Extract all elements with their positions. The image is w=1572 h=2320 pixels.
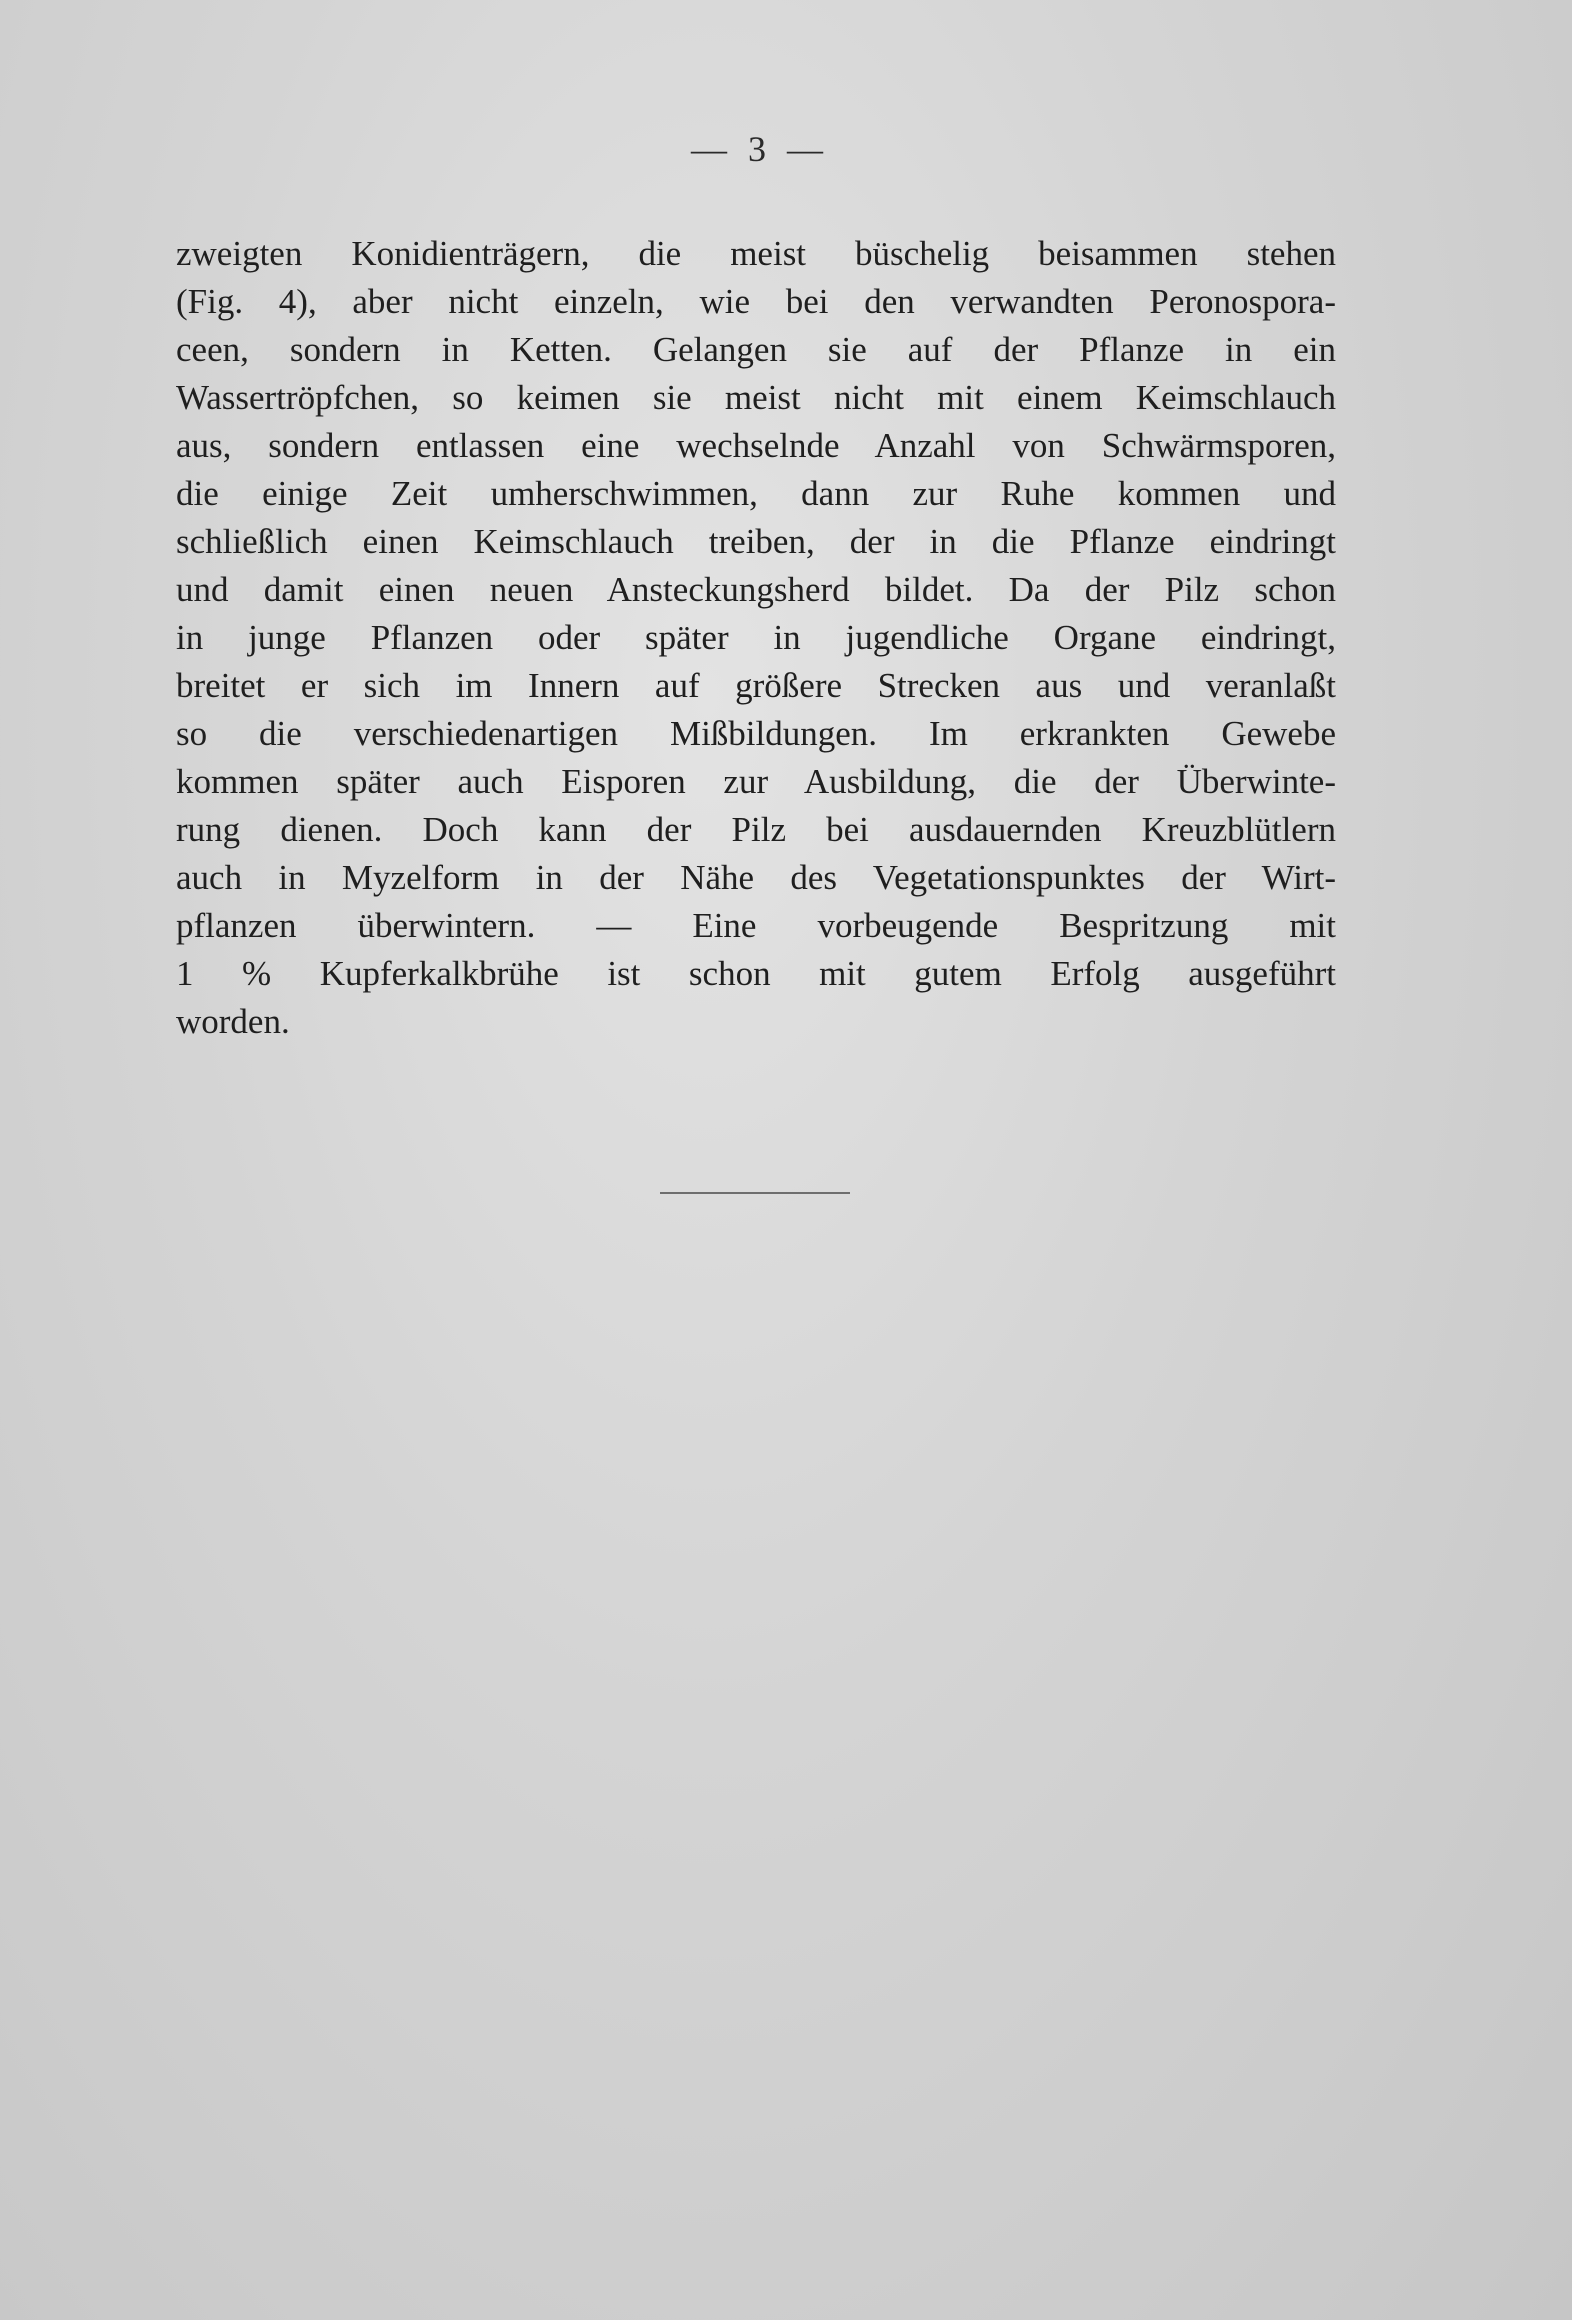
- text-line: auch in Myzelform in der Nähe des Vegetationspunktes der Wirt-: [176, 858, 1336, 897]
- text-line: (Fig. 4), aber nicht einzeln, wie bei den verwandten Peronospora-: [176, 282, 1336, 321]
- text-line: zweigten Konidienträgern, die meist büschelig beisammen stehen: [176, 234, 1336, 273]
- text-line: kommen später auch Eisporen zur Ausbildung, die der Überwinte-: [176, 762, 1336, 801]
- text-line: pflanzen überwintern. — Eine vorbeugende Bespritzung mit: [176, 906, 1336, 945]
- text-line: 1 % Kupferkalkbrühe ist schon mit gutem Erfolg ausgeführt: [176, 954, 1336, 993]
- text-line: und damit einen neuen Ansteckungsherd bildet. Da der Pilz schon: [176, 570, 1336, 609]
- section-end-rule: [660, 1192, 850, 1194]
- text-line: aus, sondern entlassen eine wechselnde Anzahl von Schwärmsporen,: [176, 426, 1336, 465]
- text-line: die einige Zeit umherschwimmen, dann zur Ruhe kommen und: [176, 474, 1336, 513]
- text-line: Wassertröpfchen, so keimen sie meist nicht mit einem Keimschlauch: [176, 378, 1336, 417]
- text-line: rung dienen. Doch kann der Pilz bei ausdauernden Kreuzblütlern: [176, 810, 1336, 849]
- text-line: schließlich einen Keimschlauch treiben, der in die Pflanze eindringt: [176, 522, 1336, 561]
- text-line: so die verschiedenartigen Mißbildungen. Im erkrankten Gewebe: [176, 714, 1336, 753]
- text-line: worden.: [176, 1002, 290, 1041]
- text-line: ceen, sondern in Ketten. Gelangen sie auf der Pflanze in ein: [176, 330, 1336, 369]
- body-paragraph: [176, 230, 1336, 1046]
- text-line: breitet er sich im Innern auf größere Strecken aus und veranlaßt: [176, 666, 1336, 705]
- page-number: — 3 —: [691, 129, 829, 169]
- text-line: in junge Pflanzen oder später in jugendliche Organe eindringt,: [176, 618, 1336, 657]
